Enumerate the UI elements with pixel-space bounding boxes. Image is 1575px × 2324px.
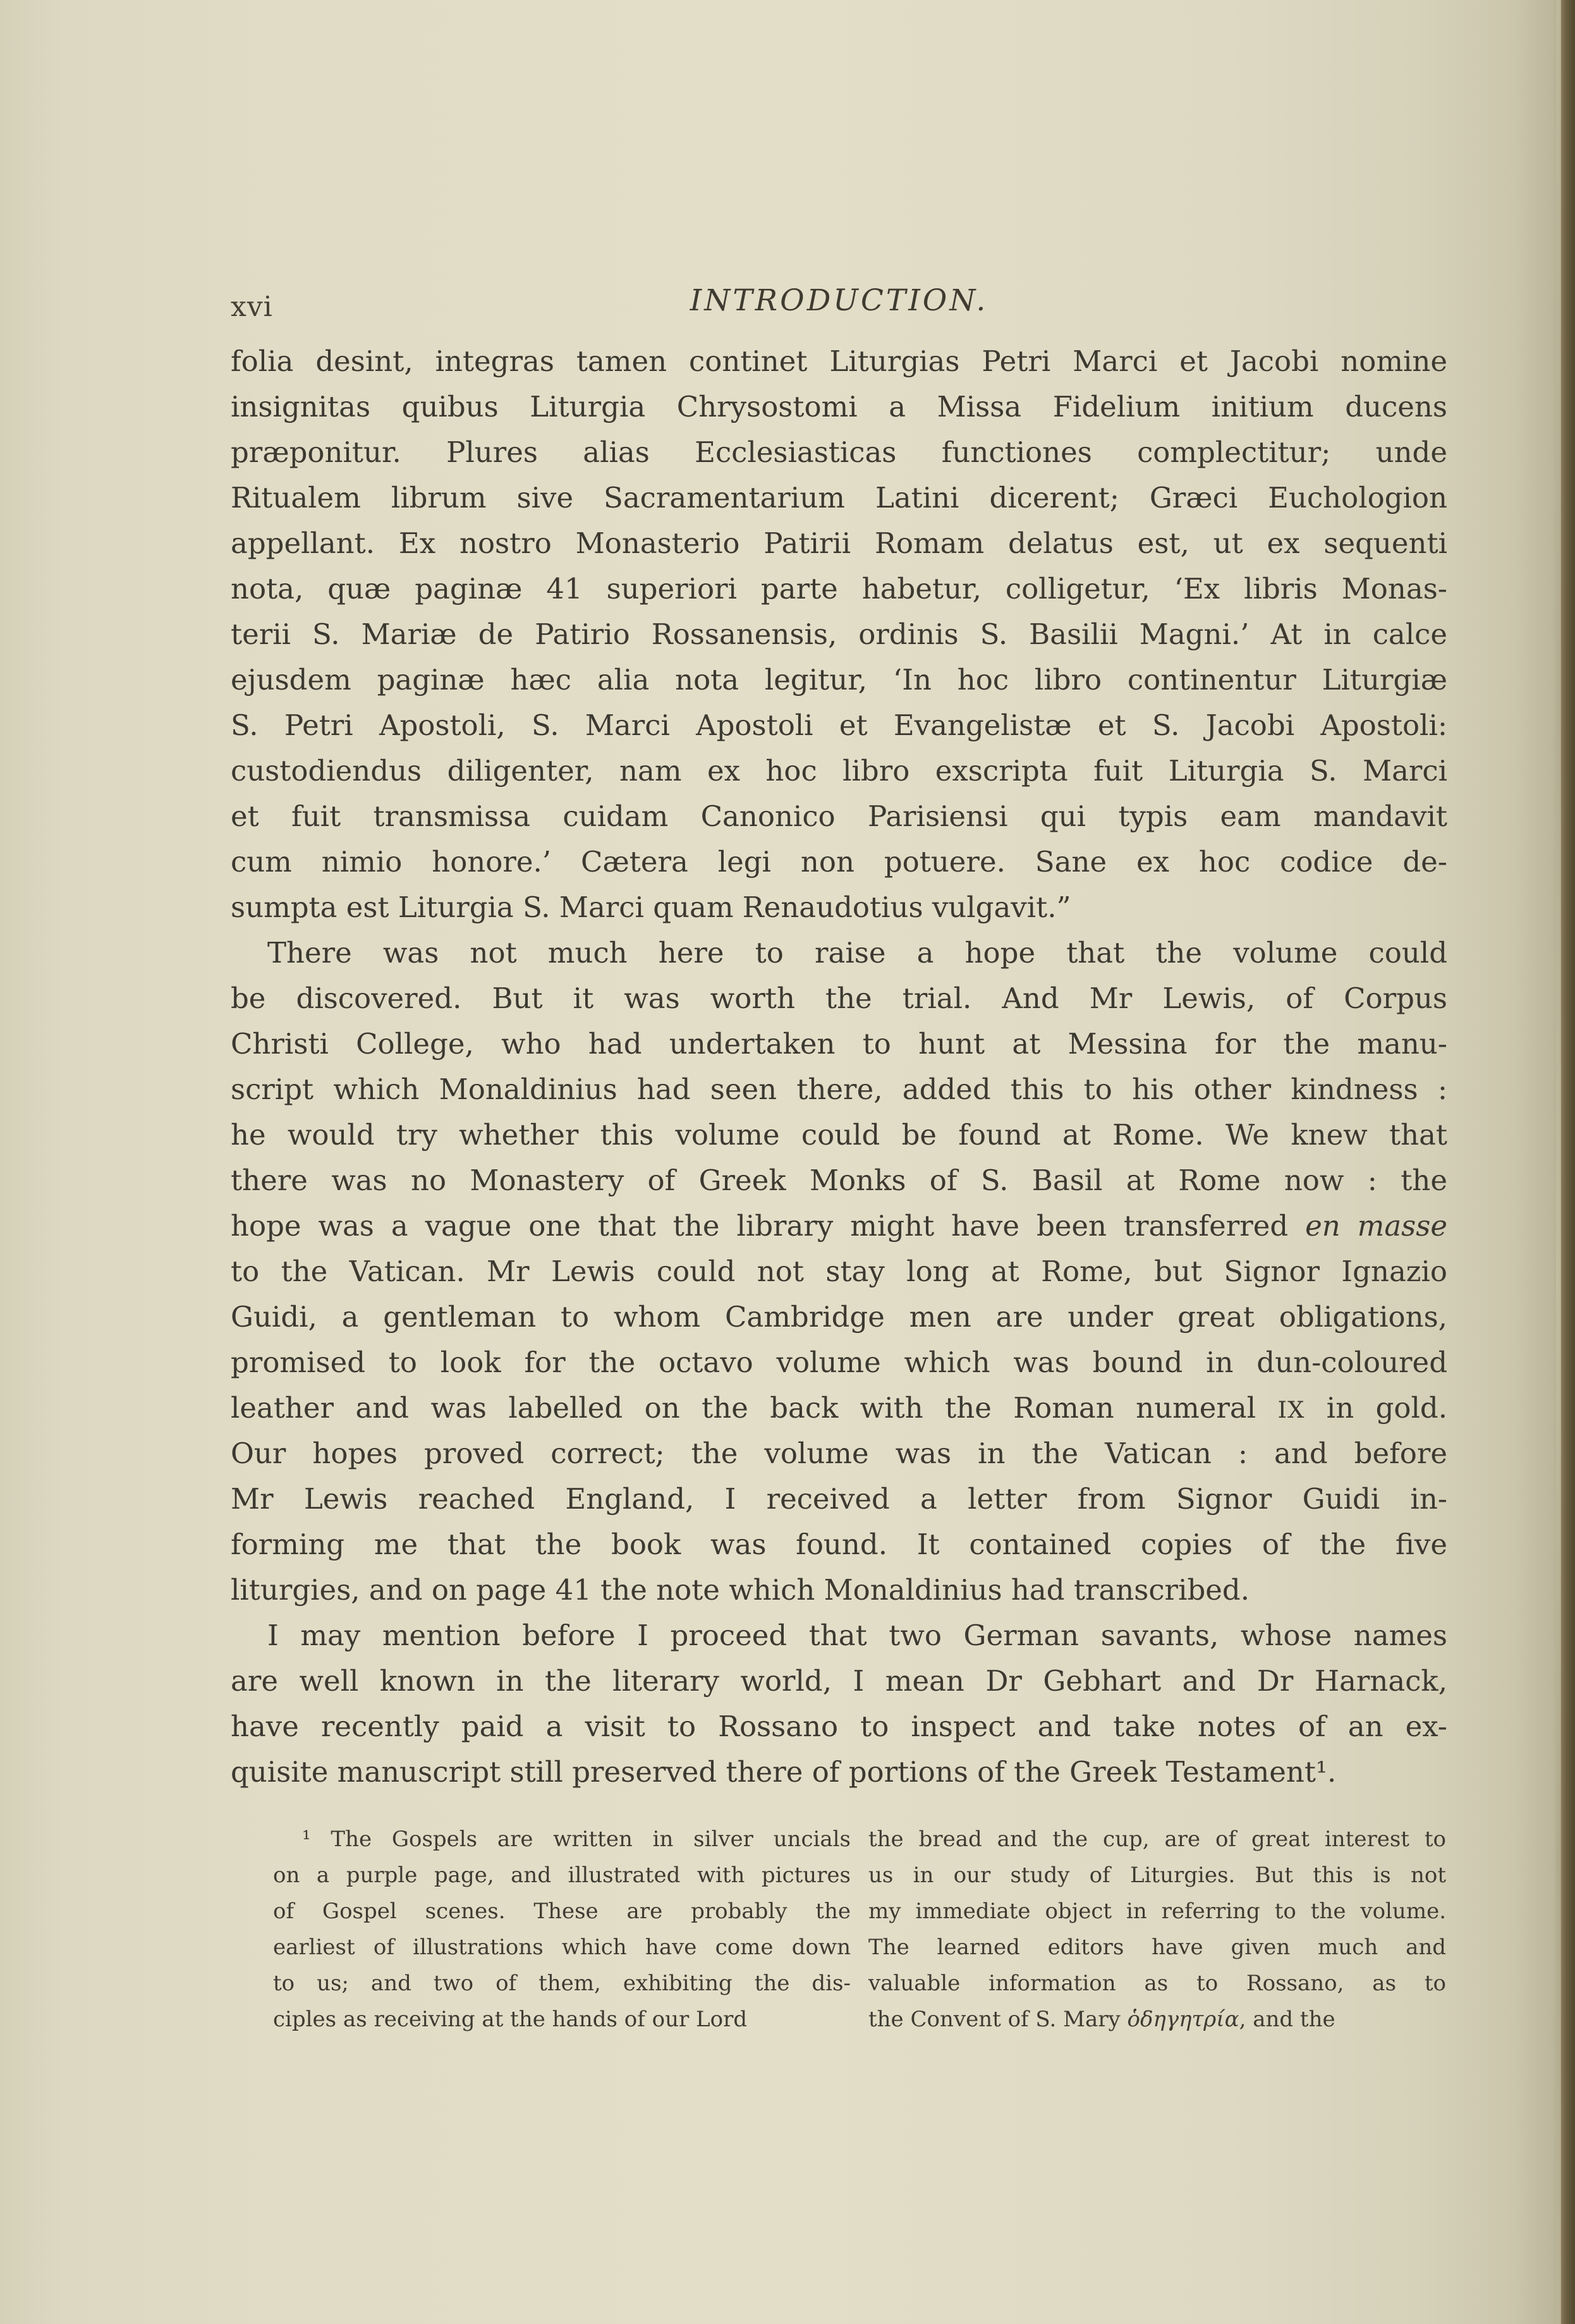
body-line: he would try whether this volume could be found at Rome. We knew that [231,1118,1447,1152]
body-line: præponitur. Plures alias Ecclesiasticas functiones complectitur; unde [231,435,1447,469]
body-line: ejusdem paginæ hæc alia nota legitur, ‘In hoc libro continentur Liturgiæ [231,663,1447,697]
footnote-line: earliest of illustrations which have come down [273,1935,851,1960]
body-line: folia desint, integras tamen continet Liturgias Petri Marci et Jacobi nomine [231,344,1447,378]
footnote-line: valuable information as to Rossano, as to [868,1971,1446,1996]
footnote-line: the Convent of S. Mary ὁδηγητρία, and the [868,2007,1335,2032]
running-title: INTRODUCTION. [690,283,988,318]
body-line: liturgies, and on page 41 the note which Monaldinius had transcribed. [231,1573,1250,1607]
body-line: custodiendus diligenter, nam ex hoc libro exscripta fuit Liturgia S. Marci [231,754,1447,788]
body-line: sumpta est Liturgia S. Marci quam Renaudotius vulgavit.” [231,891,1071,924]
running-header [231,283,1447,327]
body-line: to the Vatican. Mr Lewis could not stay long at Rome, but Signor Ignazio [231,1255,1447,1288]
footnote-line: The learned editors have given much and [868,1935,1446,1960]
body-line: quisite manuscript still preserved there of portions of the Greek Testament¹. [231,1755,1337,1789]
body-text-block [231,339,1447,1795]
body-line: cum nimio honore.’ Cætera legi non potuere. Sane ex hoc codice de- [231,845,1447,879]
body-line: leather and was labelled on the back with the Roman numeral IX in gold. [231,1391,1447,1425]
body-line: promised to look for the octavo volume which was bound in dun-coloured [231,1346,1447,1379]
footnote-line: on a purple page, and illustrated with pictures [273,1863,851,1888]
footnote-column-right [868,1822,1446,2038]
body-line: script which Monaldinius had seen there, added this to his other kindness : [231,1073,1447,1106]
body-line: nota, quæ paginæ 41 superiori parte habetur, colligetur, ‘Ex libris Monas- [231,572,1447,605]
body-line: S. Petri Apostoli, S. Marci Apostoli et Evangelistæ et S. Jacobi Apostoli: [231,709,1447,742]
footnote-column-left [273,1822,851,2038]
footnote-line: us in our study of Liturgies. But this is not [868,1863,1446,1888]
footnote-line: to us; and two of them, exhibiting the dis- [273,1971,851,1996]
page-number: xvi [231,291,273,323]
footnote-line: of Gospel scenes. These are probably the [273,1899,851,1924]
body-line: I may mention before I proceed that two German savants, whose names [267,1619,1447,1652]
page-edge-shadow [1560,0,1575,2324]
body-line: there was no Monastery of Greek Monks of S. Basil at Rome now : the [231,1164,1447,1197]
footnote-line: the bread and the cup, are of great interest to [868,1827,1446,1852]
body-line: are well known in the literary world, I mean Dr Gebhart and Dr Harnack, [231,1664,1447,1698]
body-line: insignitas quibus Liturgia Chrysostomi a Missa Fidelium initium ducens [231,390,1447,423]
footnote-line: ciples as receiving at the hands of our Lord [273,2007,748,2032]
body-line: Christi College, who had undertaken to hunt at Messina for the manu- [231,1027,1447,1061]
footnote-block [273,1822,1446,2038]
body-line: Guidi, a gentleman to whom Cambridge men are under great obligations, [231,1300,1447,1334]
footnote-line: ¹ The Gospels are written in silver uncials [302,1827,851,1852]
body-line: terii S. Mariæ de Patirio Rossanensis, ordinis S. Basilii Magni.’ At in calce [231,618,1447,651]
body-line: There was not much here to raise a hope that the volume could [267,936,1447,970]
footnote-line: my immediate object in referring to the volume. [868,1899,1446,1924]
body-line: Our hopes proved correct; the volume was in the Vatican : and before [231,1437,1447,1470]
body-line: Mr Lewis reached England, I received a letter from Signor Guidi in- [231,1482,1447,1516]
body-line: have recently paid a visit to Rossano to inspect and take notes of an ex- [231,1710,1447,1743]
body-line: forming me that the book was found. It contained copies of the five [231,1528,1447,1561]
body-line: hope was a vague one that the library might have been transferred en masse [231,1209,1447,1243]
body-line: be discovered. But it was worth the trial. And Mr Lewis, of Corpus [231,982,1447,1015]
body-line: Ritualem librum sive Sacramentarium Latini dicerent; Græci Euchologion [231,481,1447,514]
body-line: et fuit transmissa cuidam Canonico Parisiensi qui typis eam mandavit [231,800,1447,833]
body-line: appellant. Ex nostro Monasterio Patirii Romam delatus est, ut ex sequenti [231,526,1447,560]
